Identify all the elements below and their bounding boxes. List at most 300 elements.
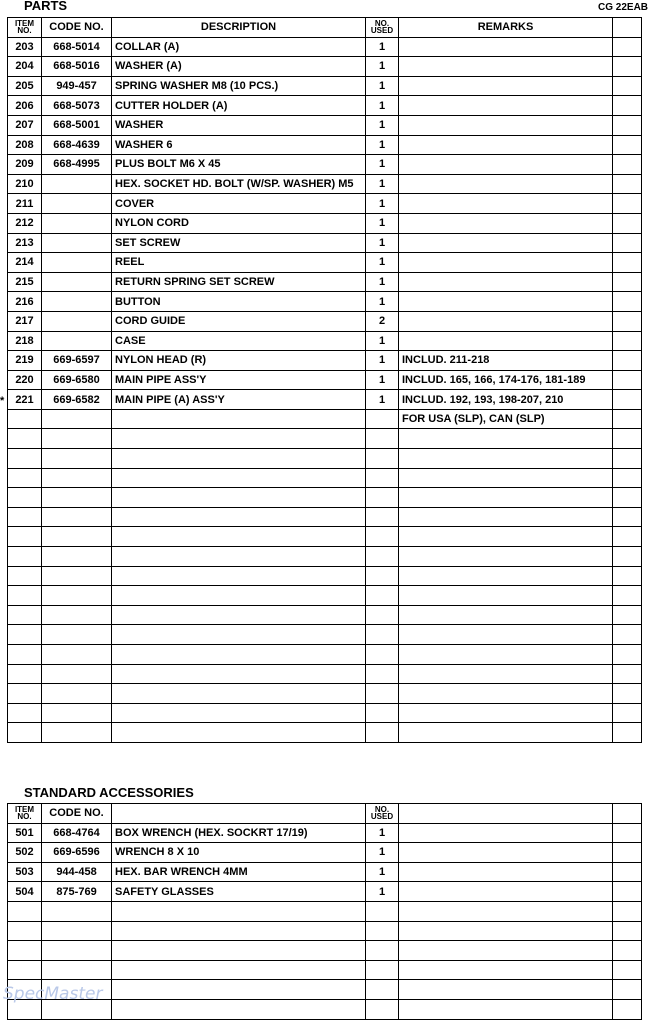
cell-desc: WASHER <box>112 115 366 135</box>
cell-extra <box>613 547 642 567</box>
cell-remarks <box>399 527 613 547</box>
cell-used: 1 <box>366 174 399 194</box>
table-row <box>8 253 642 273</box>
cell-desc <box>112 703 366 723</box>
cell-remarks <box>399 57 613 77</box>
cell-code <box>42 233 112 253</box>
cell-code: 668-4764 <box>42 823 112 843</box>
table-row <box>8 901 642 921</box>
table-row <box>8 507 642 527</box>
cell-item <box>8 507 42 527</box>
cell-item <box>8 429 42 449</box>
cell-item: 207 <box>8 115 42 135</box>
cell-used: 1 <box>366 96 399 116</box>
cell-desc: NYLON CORD <box>112 213 366 233</box>
cell-used: 1 <box>366 862 399 882</box>
cell-item <box>8 449 42 469</box>
cell-used <box>366 429 399 449</box>
table-row <box>8 135 642 155</box>
table-row <box>8 684 642 704</box>
cell-desc <box>112 645 366 665</box>
cell-extra <box>613 960 642 980</box>
cell-code <box>42 586 112 606</box>
cell-code <box>42 921 112 941</box>
cell-item: 213 <box>8 233 42 253</box>
table-row <box>8 823 642 843</box>
cell-extra <box>613 823 642 843</box>
cell-code <box>42 605 112 625</box>
table-row <box>8 409 642 429</box>
cell-item <box>8 605 42 625</box>
cell-item: 211 <box>8 194 42 214</box>
table-row <box>8 115 642 135</box>
cell-item: 219 <box>8 351 42 371</box>
cell-item <box>8 409 42 429</box>
table-row <box>8 174 642 194</box>
cell-remarks <box>399 76 613 96</box>
cell-code <box>42 488 112 508</box>
cell-remarks <box>399 645 613 665</box>
cell-desc <box>112 547 366 567</box>
cell-remarks <box>399 586 613 606</box>
table-row <box>8 57 642 77</box>
cell-code <box>42 664 112 684</box>
table-row <box>8 194 642 214</box>
cell-item <box>8 527 42 547</box>
cell-remarks <box>399 331 613 351</box>
cell-used <box>366 409 399 429</box>
accessories-title: STANDARD ACCESSORIES <box>24 785 194 800</box>
cell-desc: SET SCREW <box>112 233 366 253</box>
cell-desc <box>112 664 366 684</box>
cell-remarks <box>399 999 613 1019</box>
cell-remarks: FOR USA (SLP), CAN (SLP) <box>399 409 613 429</box>
cell-remarks: INCLUD. 192, 193, 198-207, 210 <box>399 390 613 410</box>
cell-remarks <box>399 605 613 625</box>
cell-extra <box>613 57 642 77</box>
header-no-used: NO. USED <box>366 804 399 824</box>
cell-item: 215 <box>8 272 42 292</box>
cell-extra <box>613 174 642 194</box>
cell-used: 1 <box>366 823 399 843</box>
cell-extra <box>613 311 642 331</box>
cell-desc <box>112 960 366 980</box>
cell-used <box>366 941 399 961</box>
cell-desc: COVER <box>112 194 366 214</box>
table-row <box>8 311 642 331</box>
cell-desc <box>112 605 366 625</box>
cell-used <box>366 999 399 1019</box>
cell-item: 503 <box>8 862 42 882</box>
cell-item: 206 <box>8 96 42 116</box>
cell-used <box>366 566 399 586</box>
cell-desc <box>112 684 366 704</box>
cell-desc <box>112 980 366 1000</box>
cell-code <box>42 311 112 331</box>
cell-extra <box>613 488 642 508</box>
cell-desc <box>112 625 366 645</box>
cell-extra <box>613 449 642 469</box>
cell-used: 1 <box>366 331 399 351</box>
table-row <box>8 390 642 410</box>
cell-extra <box>613 703 642 723</box>
cell-item <box>8 921 42 941</box>
table-row <box>8 960 642 980</box>
cell-extra <box>613 625 642 645</box>
cell-remarks <box>399 921 613 941</box>
cell-used: 1 <box>366 272 399 292</box>
header-remarks <box>399 804 613 824</box>
cell-code: 875-769 <box>42 882 112 902</box>
table-row <box>8 980 642 1000</box>
accessories-header-row <box>8 804 642 824</box>
cell-remarks <box>399 980 613 1000</box>
cell-code: 944-458 <box>42 862 112 882</box>
cell-code <box>42 527 112 547</box>
cell-extra <box>613 843 642 863</box>
cell-item: 212 <box>8 213 42 233</box>
table-row <box>8 625 642 645</box>
cell-used: 1 <box>366 135 399 155</box>
cell-desc <box>112 921 366 941</box>
cell-remarks: INCLUD. 211-218 <box>399 351 613 371</box>
table-row <box>8 703 642 723</box>
cell-code: 669-6582 <box>42 390 112 410</box>
cell-code <box>42 253 112 273</box>
cell-remarks <box>399 723 613 743</box>
table-row <box>8 488 642 508</box>
cell-extra <box>613 468 642 488</box>
cell-used <box>366 488 399 508</box>
cell-remarks <box>399 135 613 155</box>
cell-used <box>366 901 399 921</box>
cell-remarks <box>399 311 613 331</box>
table-row <box>8 723 642 743</box>
cell-extra <box>613 213 642 233</box>
cell-code <box>42 331 112 351</box>
cell-extra <box>613 862 642 882</box>
cell-remarks <box>399 115 613 135</box>
cell-desc: BUTTON <box>112 292 366 312</box>
cell-desc <box>112 901 366 921</box>
cell-used <box>366 527 399 547</box>
cell-used: 1 <box>366 37 399 57</box>
cell-extra <box>613 941 642 961</box>
cell-item: 209 <box>8 155 42 175</box>
cell-item: 501 <box>8 823 42 843</box>
cell-code <box>42 684 112 704</box>
cell-extra <box>613 723 642 743</box>
cell-desc: PLUS BOLT M6 X 45 <box>112 155 366 175</box>
cell-remarks <box>399 547 613 567</box>
cell-desc: MAIN PIPE ASS'Y <box>112 370 366 390</box>
cell-used: 1 <box>366 115 399 135</box>
cell-used: 1 <box>366 57 399 77</box>
cell-remarks <box>399 272 613 292</box>
cell-code <box>42 625 112 645</box>
cell-desc: BOX WRENCH (HEX. SOCKRT 17/19) <box>112 823 366 843</box>
cell-extra <box>613 684 642 704</box>
cell-code: 669-6596 <box>42 843 112 863</box>
cell-item <box>8 703 42 723</box>
cell-remarks <box>399 566 613 586</box>
cell-extra <box>613 351 642 371</box>
cell-item: 204 <box>8 57 42 77</box>
cell-code <box>42 703 112 723</box>
cell-used: 1 <box>366 882 399 902</box>
cell-item: 203 <box>8 37 42 57</box>
header-extra <box>613 804 642 824</box>
table-row <box>8 351 642 371</box>
table-row <box>8 233 642 253</box>
cell-remarks <box>399 703 613 723</box>
cell-item <box>8 901 42 921</box>
cell-code <box>42 723 112 743</box>
cell-remarks <box>399 507 613 527</box>
cell-remarks <box>399 901 613 921</box>
cell-extra <box>613 253 642 273</box>
cell-code <box>42 547 112 567</box>
cell-extra <box>613 645 642 665</box>
cell-extra <box>613 331 642 351</box>
cell-desc: SAFETY GLASSES <box>112 882 366 902</box>
cell-desc: COLLAR (A) <box>112 37 366 57</box>
table-row <box>8 645 642 665</box>
cell-used: 1 <box>366 843 399 863</box>
cell-extra <box>613 980 642 1000</box>
cell-used <box>366 664 399 684</box>
header-code-no: CODE NO. <box>42 18 112 38</box>
cell-desc <box>112 999 366 1019</box>
cell-code <box>42 213 112 233</box>
cell-remarks <box>399 625 613 645</box>
cell-used <box>366 507 399 527</box>
cell-used <box>366 625 399 645</box>
cell-used <box>366 980 399 1000</box>
cell-item <box>8 645 42 665</box>
cell-extra <box>613 76 642 96</box>
table-row <box>8 449 642 469</box>
cell-remarks <box>399 449 613 469</box>
parts-table <box>7 17 642 743</box>
table-row <box>8 921 642 941</box>
cell-desc: HEX. SOCKET HD. BOLT (W/SP. WASHER) M5 <box>112 174 366 194</box>
table-row <box>8 527 642 547</box>
cell-desc <box>112 507 366 527</box>
revision-marker: * <box>0 395 5 407</box>
cell-item <box>8 468 42 488</box>
cell-remarks <box>399 96 613 116</box>
cell-used: 1 <box>366 390 399 410</box>
cell-code <box>42 292 112 312</box>
cell-code: 668-4639 <box>42 135 112 155</box>
cell-code <box>42 194 112 214</box>
cell-code <box>42 468 112 488</box>
cell-used: 1 <box>366 194 399 214</box>
cell-remarks <box>399 862 613 882</box>
cell-remarks <box>399 292 613 312</box>
header-remarks: REMARKS <box>399 18 613 38</box>
cell-remarks: INCLUD. 165, 166, 174-176, 181-189 <box>399 370 613 390</box>
cell-code <box>42 429 112 449</box>
cell-extra <box>613 233 642 253</box>
table-row <box>8 941 642 961</box>
cell-extra <box>613 664 642 684</box>
table-row <box>8 37 642 57</box>
table-row <box>8 213 642 233</box>
cell-remarks <box>399 253 613 273</box>
cell-extra <box>613 135 642 155</box>
cell-used: 1 <box>366 76 399 96</box>
table-row <box>8 843 642 863</box>
cell-code: 949-457 <box>42 76 112 96</box>
cell-desc <box>112 527 366 547</box>
cell-desc <box>112 449 366 469</box>
table-row <box>8 292 642 312</box>
cell-extra <box>613 370 642 390</box>
cell-used: 2 <box>366 311 399 331</box>
cell-used: 1 <box>366 155 399 175</box>
cell-extra <box>613 605 642 625</box>
cell-desc: SPRING WASHER M8 (10 PCS.) <box>112 76 366 96</box>
cell-used <box>366 605 399 625</box>
header-item-no: ITEM NO. <box>8 18 42 38</box>
cell-remarks <box>399 37 613 57</box>
cell-used <box>366 586 399 606</box>
cell-remarks <box>399 684 613 704</box>
cell-item <box>8 586 42 606</box>
cell-used: 1 <box>366 370 399 390</box>
cell-desc: HEX. BAR WRENCH 4MM <box>112 862 366 882</box>
cell-desc <box>112 723 366 743</box>
cell-extra <box>613 96 642 116</box>
cell-desc <box>112 941 366 961</box>
header-extra <box>613 18 642 38</box>
cell-code: 668-5073 <box>42 96 112 116</box>
cell-desc <box>112 566 366 586</box>
cell-item: 502 <box>8 843 42 863</box>
cell-extra <box>613 566 642 586</box>
cell-extra <box>613 507 642 527</box>
cell-item: 210 <box>8 174 42 194</box>
cell-remarks <box>399 664 613 684</box>
cell-used: 1 <box>366 253 399 273</box>
cell-item: 504 <box>8 882 42 902</box>
cell-item <box>8 960 42 980</box>
cell-used <box>366 703 399 723</box>
cell-item: 220 <box>8 370 42 390</box>
cell-code <box>42 645 112 665</box>
table-row <box>8 999 642 1019</box>
cell-desc: CORD GUIDE <box>112 311 366 331</box>
cell-remarks <box>399 174 613 194</box>
header-no-used: NO. USED <box>366 18 399 38</box>
cell-desc: MAIN PIPE (A) ASS'Y <box>112 390 366 410</box>
table-row <box>8 605 642 625</box>
header-code-no: CODE NO. <box>42 804 112 824</box>
cell-extra <box>613 429 642 449</box>
cell-item: 205 <box>8 76 42 96</box>
watermark-logo: SpecMaster <box>3 984 103 1004</box>
cell-remarks <box>399 429 613 449</box>
cell-desc: WASHER 6 <box>112 135 366 155</box>
cell-item <box>8 941 42 961</box>
cell-item <box>8 723 42 743</box>
table-row <box>8 586 642 606</box>
cell-code <box>42 566 112 586</box>
cell-desc <box>112 468 366 488</box>
cell-code <box>42 507 112 527</box>
cell-desc <box>112 488 366 508</box>
cell-used: 1 <box>366 233 399 253</box>
cell-code <box>42 409 112 429</box>
header-description: DESCRIPTION <box>112 18 366 38</box>
table-row <box>8 468 642 488</box>
table-row <box>8 882 642 902</box>
cell-item: 208 <box>8 135 42 155</box>
cell-extra <box>613 921 642 941</box>
cell-desc: WRENCH 8 X 10 <box>112 843 366 863</box>
cell-used <box>366 723 399 743</box>
cell-remarks <box>399 960 613 980</box>
cell-code: 668-5014 <box>42 37 112 57</box>
cell-item <box>8 488 42 508</box>
table-row <box>8 370 642 390</box>
parts-header-row <box>8 18 642 38</box>
cell-code <box>42 449 112 469</box>
cell-extra <box>613 37 642 57</box>
cell-used: 1 <box>366 351 399 371</box>
cell-remarks <box>399 941 613 961</box>
table-row <box>8 862 642 882</box>
cell-desc: CASE <box>112 331 366 351</box>
cell-remarks <box>399 213 613 233</box>
cell-code: 668-5016 <box>42 57 112 77</box>
cell-used: 1 <box>366 213 399 233</box>
table-row <box>8 566 642 586</box>
cell-item <box>8 566 42 586</box>
cell-desc: RETURN SPRING SET SCREW <box>112 272 366 292</box>
cell-extra <box>613 390 642 410</box>
cell-code: 668-4995 <box>42 155 112 175</box>
table-row <box>8 272 642 292</box>
cell-extra <box>613 901 642 921</box>
cell-remarks <box>399 843 613 863</box>
cell-desc: WASHER (A) <box>112 57 366 77</box>
cell-item: 214 <box>8 253 42 273</box>
cell-desc: CUTTER HOLDER (A) <box>112 96 366 116</box>
cell-desc: NYLON HEAD (R) <box>112 351 366 371</box>
cell-extra <box>613 194 642 214</box>
header-description <box>112 804 366 824</box>
cell-code <box>42 941 112 961</box>
cell-remarks <box>399 194 613 214</box>
cell-code: 669-6580 <box>42 370 112 390</box>
cell-item <box>8 664 42 684</box>
cell-item: 216 <box>8 292 42 312</box>
cell-item: 221 <box>8 390 42 410</box>
cell-item: 218 <box>8 331 42 351</box>
cell-desc <box>112 586 366 606</box>
cell-item <box>8 625 42 645</box>
cell-used <box>366 960 399 980</box>
cell-item <box>8 547 42 567</box>
cell-extra <box>613 586 642 606</box>
cell-code <box>42 272 112 292</box>
cell-used <box>366 449 399 469</box>
cell-used <box>366 547 399 567</box>
cell-remarks <box>399 882 613 902</box>
